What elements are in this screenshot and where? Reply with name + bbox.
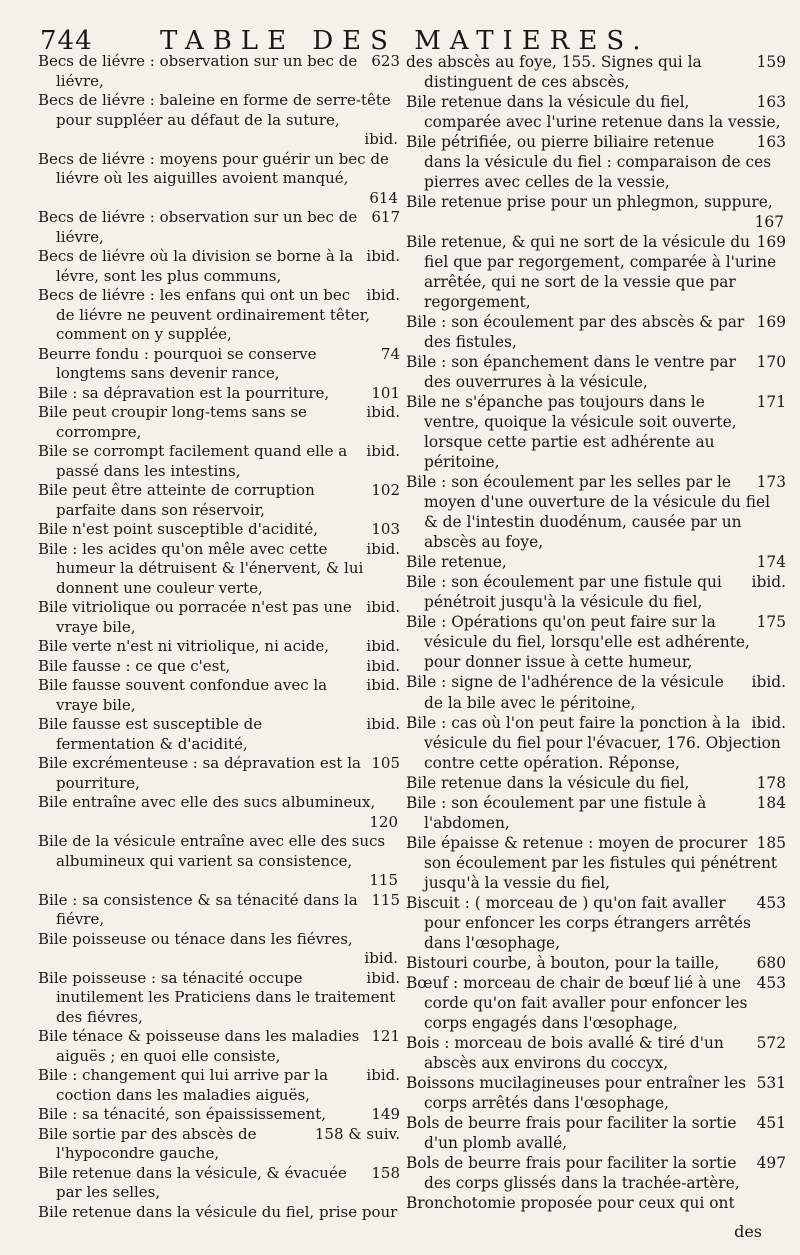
page-reference: 451 [756,1113,786,1132]
page-reference: 102 [371,481,400,499]
page-reference: 149 [371,1105,400,1123]
entry-text: Bile sortie par des abscès de l'hypocondre gauche, [38,1124,257,1162]
page-number: 744 [40,26,93,56]
page-reference: 163 [756,133,786,152]
index-entry [38,832,400,891]
entry-text: Bile retenue, & qui ne sort de la vésicule du fiel que par regorgement, comparée à l'urine arrêtée, qui ne sort de la vessie que par regorgement, [406,233,777,312]
index-entry [406,793,786,833]
index-entry [38,598,400,637]
page-reference: ibid. [751,713,786,732]
index-entry [406,572,786,612]
index-entry [38,1066,400,1105]
entry-text: Bile verte n'est ni vitriolique, ni acide, [38,637,330,655]
index-entry [38,793,400,832]
entry-text: Bile épaisse & retenue : moyen de procurer son écoulement par les fistules qui pénétrent jusqu'à la vessie du fiel, [406,833,778,892]
entry-text: Bile : son écoulement par une fistule à l'abdomen, [406,793,707,832]
index-entry [406,132,786,192]
page-reference: 453 [756,893,786,912]
index-entry [38,403,400,442]
entry-text: Bile ne s'épanche pas toujours dans le ventre, quoique la vésicule soit ouverte, lorsque cette partie est adhérente au péritoine, [406,393,737,472]
index-column-left [38,52,400,1222]
page-reference: 115 [369,871,398,889]
entry-text: Bile : Opérations qu'on peut faire sur la vésicule du fiel, lorsqu'elle est adhérente, pour donner issue à cette humeur, [406,613,750,672]
entry-text: Bile : son épanchement dans le ventre par des ouverrures à la vésicule, [406,353,736,392]
page-reference: 175 [756,613,786,632]
index-entry [406,713,786,773]
index-entry [38,384,400,404]
index-entry [406,953,786,973]
index-entry [38,754,400,793]
page-reference: 103 [371,520,400,538]
index-entry [406,833,786,893]
page-reference: 115 [371,890,400,909]
page-reference: ibid. [366,539,400,558]
page-reference: ibid. [366,403,400,421]
entry-text: Bols de beurre frais pour faciliter la sortie d'un plomb avallé, [406,1113,737,1152]
index-entry [406,232,786,312]
index-entry [38,247,400,286]
index-entry [38,442,400,481]
index-entry [406,1193,786,1213]
index-entry [38,208,400,247]
index-entry [406,773,786,793]
index-entry [406,893,786,953]
entry-text: Boissons mucilagineuses pour entraîner les corps arrêtés dans l'œsophage, [406,1073,747,1112]
entry-text: Becs de liévre où la division se borne à la lévre, sont les plus communs, [38,247,354,285]
page-reference: ibid. [364,949,398,967]
index-entry [38,891,400,930]
entry-text: Bois : morceau de bois avallé & tiré d'un abscès aux environs du coccyx, [406,1033,724,1072]
index-entry [406,612,786,672]
entry-text: Becs de liévre : les enfans qui ont un bec de liévre ne peuvent ordinairement têter, comment on y supplée, [38,286,370,343]
index-entry [406,552,786,572]
entry-text: Bile ténace & poisseuse dans les maladies aiguës ; en quoi elle consiste, [38,1027,360,1065]
entry-text: Bile peut croupir long-tems sans se corrompre, [38,403,307,441]
page-reference: ibid. [366,442,400,460]
entry-text: Bile retenue dans la vésicule, & évacuée par les selles, [38,1163,347,1201]
page-reference: 74 [380,344,400,363]
page-reference: 170 [756,353,786,372]
entry-text: Bile peut être atteinte de corruption parfaite dans son réservoir, [38,481,315,519]
page-reference: 453 [756,973,786,992]
index-entry [406,52,786,92]
index-entry [38,637,400,657]
index-entry [406,192,786,232]
page-reference: 120 [369,812,398,831]
index-entry [38,930,400,969]
index-entry [406,973,786,1033]
index-entry [406,392,786,472]
entry-text: Bile retenue, [406,553,507,572]
page-reference: ibid. [366,1066,400,1084]
entry-text: Bile : son écoulement par des abscès & par des fistules, [406,313,745,352]
page-reference: ibid. [366,637,400,655]
page-reference: ibid. [366,656,400,675]
index-entry [38,1125,400,1164]
entry-text: Bile retenue dans la vésicule du fiel, comparée avec l'urine retenue dans la vessie, [406,93,781,132]
index-entry [406,352,786,392]
index-entry [406,1073,786,1113]
entry-text: Bile entraîne avec elle des sucs albumineux, [38,793,376,811]
page-reference: 169 [756,233,786,252]
entry-text: Biscuit : ( morceau de ) qu'on fait avaller pour enfoncer les corps étrangers arrêtés dans l'œsophage, [406,893,751,952]
index-entry [38,540,400,599]
page-reference: 174 [756,553,786,572]
entry-text: Bile : son écoulement par une fistule qui pénétroit jusqu'à la vésicule du fiel, [406,573,722,612]
entry-text: Bile : sa ténacité, son épaississement, [38,1105,327,1123]
page-reference: 173 [756,473,786,492]
page-reference: 680 [756,953,786,972]
page-reference: 178 [756,773,786,792]
index-entry [406,1033,786,1073]
index-entry [38,657,400,677]
entry-text: Bile pétrifiée, ou pierre biliaire retenue dans la vésicule du fiel : comparaison de ces pierres avec celles de la vessie, [406,133,772,192]
index-entry [406,672,786,712]
entry-text: Bile fausse : ce que c'est, [38,656,231,675]
entry-text: Beurre fondu : pourquoi se conserve longtems sans devenir rance, [38,344,317,382]
page-reference: ibid. [366,968,400,987]
entry-text: Bile : cas où l'on peut faire la ponction à la vésicule du fiel pour l'évacuer, 176. Objection contre cette opération. Réponse, [406,713,781,772]
page-reference: 623 [371,52,400,70]
page-reference: ibid. [366,715,400,733]
entry-text: Bile retenue dans la vésicule du fiel, [406,773,690,792]
index-entry [38,481,400,520]
index-entry [38,715,400,754]
entry-text: Bile poisseuse : sa ténacité occupe inutilement les Praticiens dans le traitement des fiévres, [38,968,396,1026]
page-reference: 158 [371,1163,400,1182]
page-reference: ibid. [364,130,398,148]
page-reference: 121 [371,1027,400,1045]
page-reference: 101 [371,383,400,402]
entry-text: Bile fausse est susceptible de fermentation & d'acidité, [38,715,263,753]
index-entry [406,1153,786,1193]
index-entry [406,92,786,132]
index-entry [406,312,786,352]
index-entry [38,345,400,384]
page-reference: 531 [756,1073,786,1092]
entry-text: Bile : sa consistence & sa ténacité dans la fiévre, [38,890,358,928]
entry-text: Becs de liévre : observation sur un bec de liévre, [38,208,358,246]
entry-text: des abscès au foye, 155. Signes qui la distinguent de ces abscès, [406,53,702,92]
page-reference: ibid. [751,673,786,692]
entry-text: Bile : changement qui lui arrive par la coction dans les maladies aiguës, [38,1066,329,1104]
index-entry [38,52,400,91]
page-reference: 169 [756,313,786,332]
page-reference: 614 [369,188,398,207]
entry-text: Bile retenue prise pour un phlegmon, suppure, [406,193,773,212]
running-title: TABLE DES MATIERES. [160,26,650,56]
page-reference: ibid. [366,247,400,265]
index-entry [38,1105,400,1125]
page-reference: 497 [756,1153,786,1172]
index-entry [38,150,400,209]
entry-text: Bile excrémenteuse : sa dépravation est la pourriture, [38,754,361,792]
entry-text: Bile de la vésicule entraîne avec elle des sucs albumineux qui varient sa consistence, [38,832,386,870]
entry-text: Bile : signe de l'adhérence de la vésicule de la bile avec le péritoine, [406,673,724,712]
page-reference: ibid. [366,676,400,694]
page-reference: 617 [371,208,400,226]
page-reference: 159 [756,53,786,71]
entry-text: Becs de liévre : baleine en forme de serre-tête pour suppléer au défaut de la suture, [38,91,391,129]
index-entry [38,969,400,1028]
page-reference: 184 [756,793,786,812]
entry-text: Bile n'est point susceptible d'acidité, [38,520,319,538]
index-entry [406,472,786,552]
entry-text: Becs de liévre : moyens pour guérir un bec de liévre où les aiguilles avoient manqué, [38,149,389,187]
index-entry [38,520,400,540]
page-reference: ibid. [366,598,400,616]
page-reference: 158 & suiv. [314,1124,400,1143]
entry-text: Bile : les acides qu'on mêle avec cette humeur la détruisent & l'énervent, & lui donnent une couleur verte, [38,539,364,597]
index-entry [38,286,400,345]
index-entry [38,676,400,715]
entry-text: Becs de liévre : observation sur un bec de liévre, [38,52,358,90]
index-column-right [406,52,786,1213]
index-entry [38,1027,400,1066]
index-entry [38,91,400,150]
entry-text: Bile poisseuse ou ténace dans les fiévres, [38,929,353,948]
page-reference: 171 [756,393,786,412]
page-reference: 572 [756,1033,786,1052]
page-reference: 185 [756,833,786,852]
page-reference: 105 [371,754,400,772]
entry-text: Bile se corrompt facilement quand elle a passé dans les intestins, [38,442,348,480]
catchword: des [734,1222,762,1241]
page-reference: 163 [756,93,786,112]
page-reference: ibid. [366,286,400,304]
entry-text: Bile : sa dépravation est la pourriture, [38,383,330,402]
page-reference: 167 [754,213,784,232]
entry-text: Bistouri courbe, à bouton, pour la taille, [406,953,720,972]
entry-text: Bile fausse souvent confondue avec la vraye bile, [38,676,328,714]
index-entry [406,1113,786,1153]
page-reference: ibid. [751,573,786,592]
entry-text: Bile retenue dans la vésicule du fiel, prise pour [38,1202,398,1221]
entry-text: Bronchotomie proposée pour ceux qui ont [406,1193,735,1212]
entry-text: Bols de beurre frais pour faciliter la sortie des corps glissés dans la trachée-artère, [406,1153,740,1192]
entry-text: Bile : son écoulement par les selles par le moyen d'une ouverture de la vésicule du fiel & de l'intestin duodénum, causée par un abscès au foye, [406,473,771,552]
entry-text: Bile vitriolique ou porracée n'est pas une vraye bile, [38,598,352,636]
index-entry [38,1164,400,1203]
index-entry [38,1203,400,1223]
entry-text: Bœuf : morceau de chair de bœuf lié à une corde qu'on fait avaller pour enfoncer les corps engagés dans l'œsophage, [406,973,748,1032]
